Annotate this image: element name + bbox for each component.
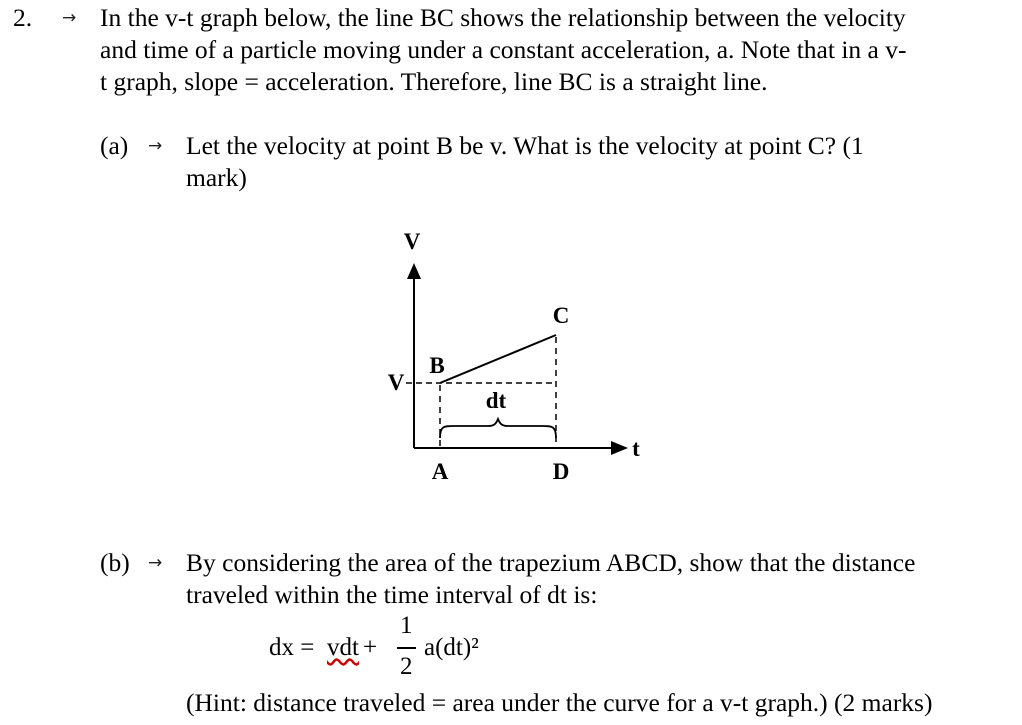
hint-text: (Hint: distance traveled = area under the curve for a v-t graph.) (2 marks) xyxy=(186,688,933,717)
point-b-label: B xyxy=(429,353,445,378)
question-number: 2. xyxy=(13,3,33,32)
part-a-label: (a) xyxy=(100,131,129,160)
vt-graph xyxy=(370,225,670,490)
y-axis-label: V xyxy=(403,229,421,254)
line-bc xyxy=(440,335,556,383)
dt-brace xyxy=(440,419,556,438)
point-d-label: D xyxy=(552,459,570,484)
x-axis-label: t xyxy=(632,436,640,461)
equation-plus: + xyxy=(363,634,378,661)
equation-lhs: dx = xyxy=(269,634,315,661)
part-b-label: (b) xyxy=(100,548,130,577)
fraction-bar xyxy=(397,647,416,649)
part-a-line-1: Let the velocity at point B be v. What is the velocity at point C? (1 xyxy=(186,131,864,160)
v-tick-label: V xyxy=(387,370,405,395)
interval-label: dt xyxy=(485,388,507,413)
part-b-line-1: By considering the area of the trapezium ABCD, show that the distance xyxy=(186,548,916,577)
x-axis-arrowhead xyxy=(611,441,628,455)
y-axis-arrowhead xyxy=(407,263,421,279)
part-a-line-2: mark) xyxy=(186,163,247,192)
tab-arrow-icon: → xyxy=(148,553,163,573)
equation-term-vdt: vdt xyxy=(327,634,359,661)
fraction-numerator: 1 xyxy=(400,612,413,639)
question-line-1: In the v-t graph below, the line BC shows the relationship between the velocity xyxy=(100,3,906,32)
point-c-label: C xyxy=(552,303,570,328)
tab-arrow-icon: → xyxy=(62,8,77,28)
question-line-3: t graph, slope = acceleration. Therefore, line BC is a straight line. xyxy=(100,67,768,96)
tab-arrow-icon: → xyxy=(148,136,163,156)
equation-term-adt2: a(dt)² xyxy=(424,634,479,661)
point-a-label: A xyxy=(431,459,449,484)
part-b-line-2: traveled within the time interval of dt is: xyxy=(186,580,598,609)
fraction-denominator: 2 xyxy=(400,653,413,680)
question-line-2: and time of a particle moving under a constant acceleration, a. Note that in a v- xyxy=(100,35,907,64)
